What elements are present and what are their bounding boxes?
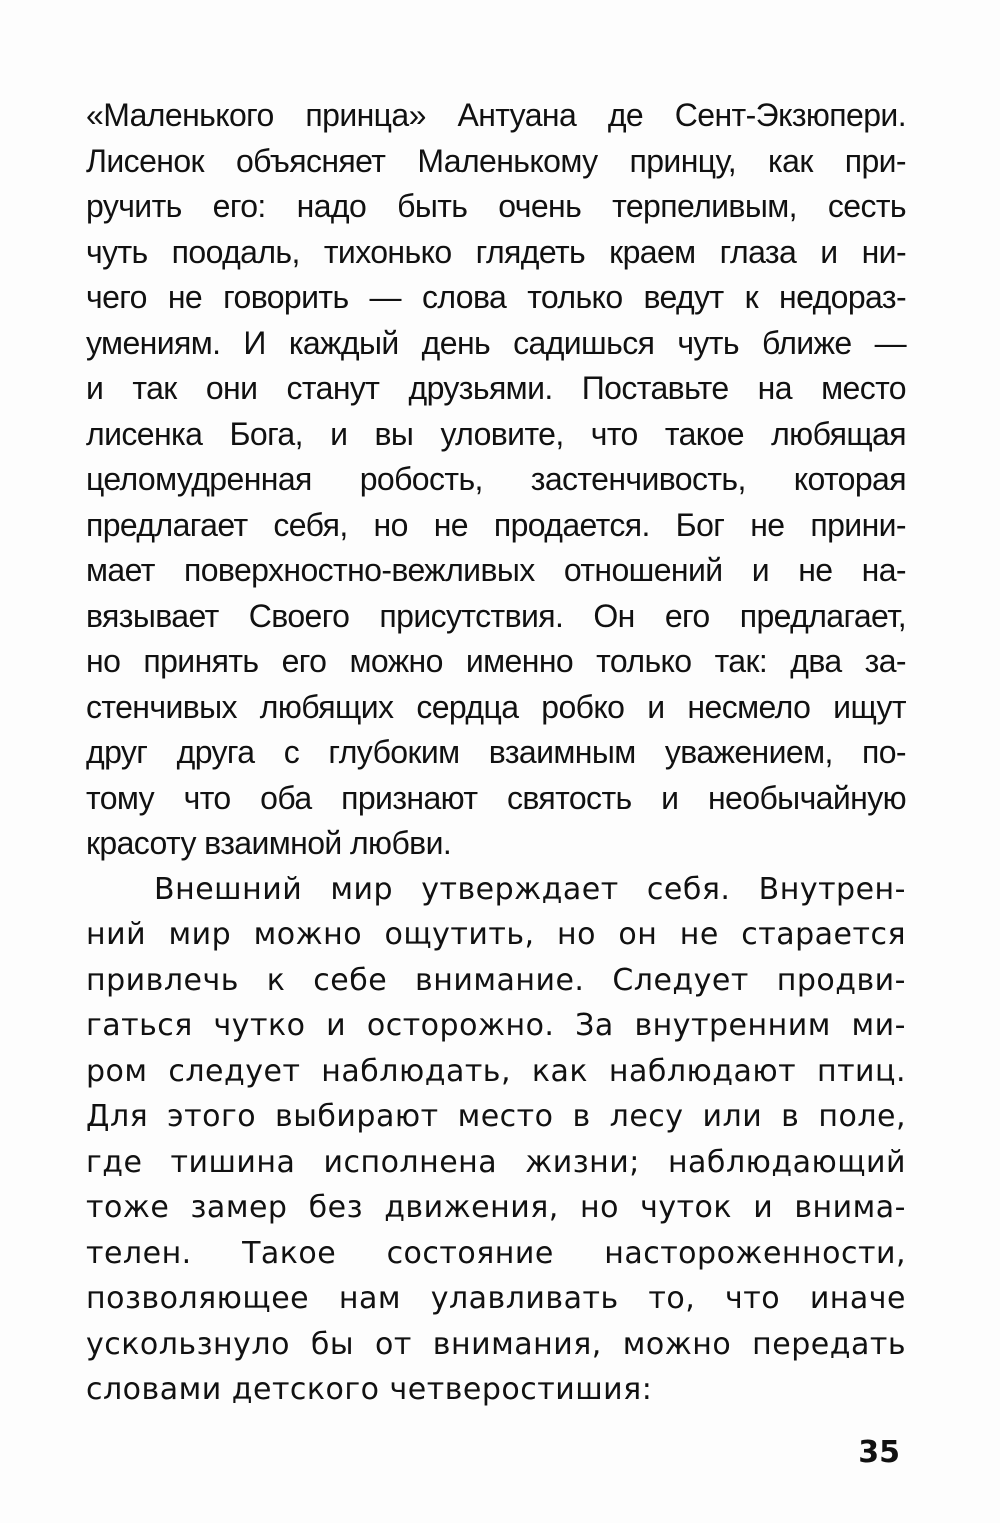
text-line: позволяющее нам улавливать то, что иначе: [86, 1281, 906, 1316]
text-line: Внешний мир утверждает себя. Внутрен-: [154, 871, 906, 907]
text-line: ручить его: надо быть очень терпеливым, сесть: [86, 188, 906, 224]
text-line: лисенка Бога, и вы уловите, что такое любящая: [86, 415, 906, 452]
text-line: тоже замер без движения, но чуток и внима-: [86, 1190, 906, 1225]
page-number: 35: [858, 1435, 900, 1470]
paragraph-2: [86, 867, 906, 1413]
text-line: мает поверхностно-вежливых отношений и не на-: [86, 552, 906, 588]
text-line: умениям. И каждый день садишься чуть ближе —: [86, 324, 906, 361]
text-line: словами детского четверостишия:: [86, 1372, 653, 1407]
text-line: предлагает себя, но не продается. Бог не прини-: [86, 506, 906, 543]
text-line: телен. Такое состояние настороженности,: [86, 1235, 906, 1271]
text-line: чуть поодаль, тихонько глядеть краем глаза и ни-: [86, 233, 906, 270]
text-line: стенчивых любящих сердца робко и несмело ищут: [86, 688, 906, 725]
text-line: Для этого выбирают место в лесу или в поле,: [86, 1099, 906, 1134]
text-line: друг друга с глубоким взаимным уважением, по-: [86, 734, 906, 770]
text-line: ускользнуло бы от внимания, можно передать: [86, 1326, 906, 1362]
text-line: где тишина исполнена жизни; наблюдающий: [86, 1144, 906, 1180]
text-line: но принять его можно именно только так: два за-: [86, 643, 906, 679]
text-line: целомудренная робость, застенчивость, которая: [86, 461, 906, 497]
text-line: тому что оба признают святость и необычайную: [86, 779, 906, 816]
text-line: гаться чутко и осторожно. За внутренним ми-: [86, 1008, 906, 1043]
text-line: вязывает Своего присутствия. Он его предлагает,: [86, 597, 906, 634]
text-line: Лисенок объясняет Маленькому принцу, как при-: [86, 142, 906, 179]
text-line: «Маленького принца» Антуана де Сент-Экзюпери.: [86, 97, 906, 133]
text-line: ром следует наблюдать, как наблюдают птиц.: [86, 1053, 906, 1089]
text-line: привлечь к себе внимание. Следует продви-: [86, 962, 906, 998]
text-line: красоту взаимной любви.: [86, 825, 452, 861]
paragraph-1: [86, 93, 906, 867]
text-line: чего не говорить — слова только ведут к недораз-: [86, 279, 906, 315]
text-line: и так они станут друзьями. Поставьте на место: [86, 370, 906, 406]
text-line: ний мир можно ощутить, но он не старается: [86, 917, 906, 952]
page-text: [86, 93, 906, 1413]
